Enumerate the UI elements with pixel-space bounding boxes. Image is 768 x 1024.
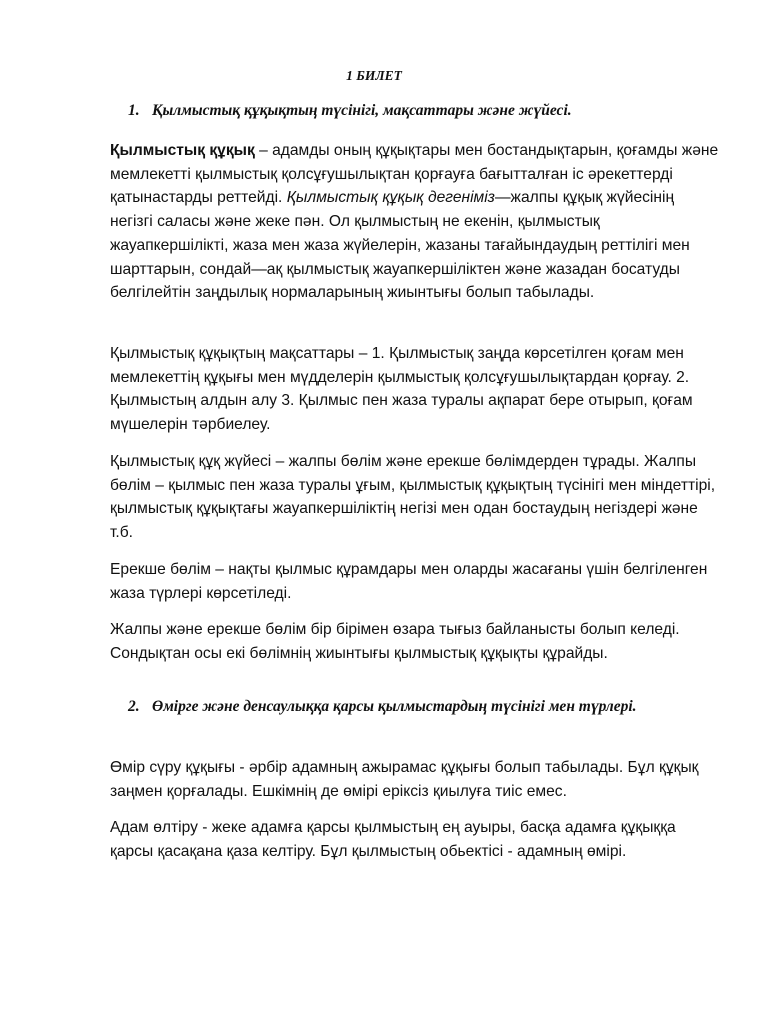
q1-paragraph-special-part: Ерекше бөлім – нақты қылмыс құрамдары мен оларды жасағаны үшін белгіленген жаза түрлері көрсетіледі.: [110, 561, 708, 602]
q2-paragraph-right-to-life: Өмір сүру құқығы - әрбір адамның ажырамас құқығы болып табылады. Бұл құқық заңмен қорғалады. Ешкімнің де өмірі еріксіз қиылуға тиіс емес.: [110, 759, 699, 800]
question-2-title: Өмірге және денсаулыққа қарсы қылмыстардың түсінігі мен түрлері.: [152, 698, 637, 715]
q1-paragraph-system: Қылмыстық құқ жүйесі – жалпы бөлім және ерекше бөлімдерден тұрады. Жалпы бөлім – қылмыс пен жаза туралы ұғым, қылмыстық құқықтың түсінігі мен міндеттірі, қылмыстық құқықтағы жауапкершіліктің негізі мен одан бостаудың негіздері және т.б.: [110, 453, 716, 542]
q1-paragraph-definition: [110, 139, 720, 305]
q1-italic-phrase: Қылмыстық құқық дегеніміз: [286, 189, 495, 207]
q1-paragraph-conclusion: Жалпы және ерекше бөлім бір бірімен өзара тығыз байланысты болып келеді. Сондықтан осы екі бөлімнің жиынтығы қылмыстық құқықты құрайды.: [110, 621, 680, 662]
question-1-title: Қылмыстық құқықтың түсінігі, мақсаттары және жүйесі.: [152, 102, 572, 119]
q1-paragraph-goals: Қылмыстық құқықтың мақсаттары – 1. Қылмыстық заңда көрсетілген қоғам мен мемлекеттің құқығы мен мүдделерін қылмыстық қолсұғушылықтардан қорғау. 2. Қылмыстың алдын алу 3. Қылмыс пен жаза туралы ақпарат бере отырып, қоғам мүшелерін тәрбиелеу.: [110, 345, 693, 434]
question-2-heading: [128, 697, 714, 717]
question-1-heading: [128, 101, 718, 121]
question-1-number: 1.: [128, 102, 140, 119]
q1-definition-text-2: —жалпы құқық жүйесінің негізгі саласы және жеке пән. Ол қылмыстың не екенін, қылмыстық жауапкершілікті, жаза мен жаза жүйелерін, жазаны тағайындаудың реттілігі мен шарттарын, сондай—ақ қылмыстық жауапкершіліктен және жазадан босатуды белгілейтін заңдылық нормаларының жиынтығы болып табылады.: [110, 189, 690, 302]
q1-term: Қылмыстық құқық: [110, 142, 255, 159]
q1-definition-text: – адамды оның құқықтары мен бостандықтарын, қоғамды және мемлекетті қылмыстық қолсұғушылықтан қорғауға бағытталған іс әрекеттерді қатынастарды реттейді.: [110, 142, 719, 207]
ticket-title: 1 БИЛЕТ: [346, 68, 402, 83]
q2-paragraph-murder: Адам өлтіру - жеке адамға қарсы қылмыстың ең ауыры, басқа адамға құқыққа қарсы қасақана қаза келтіру. Бұл қылмыстың обьектісі - адамның өмірі.: [110, 819, 676, 860]
question-2-number: 2.: [128, 698, 140, 715]
